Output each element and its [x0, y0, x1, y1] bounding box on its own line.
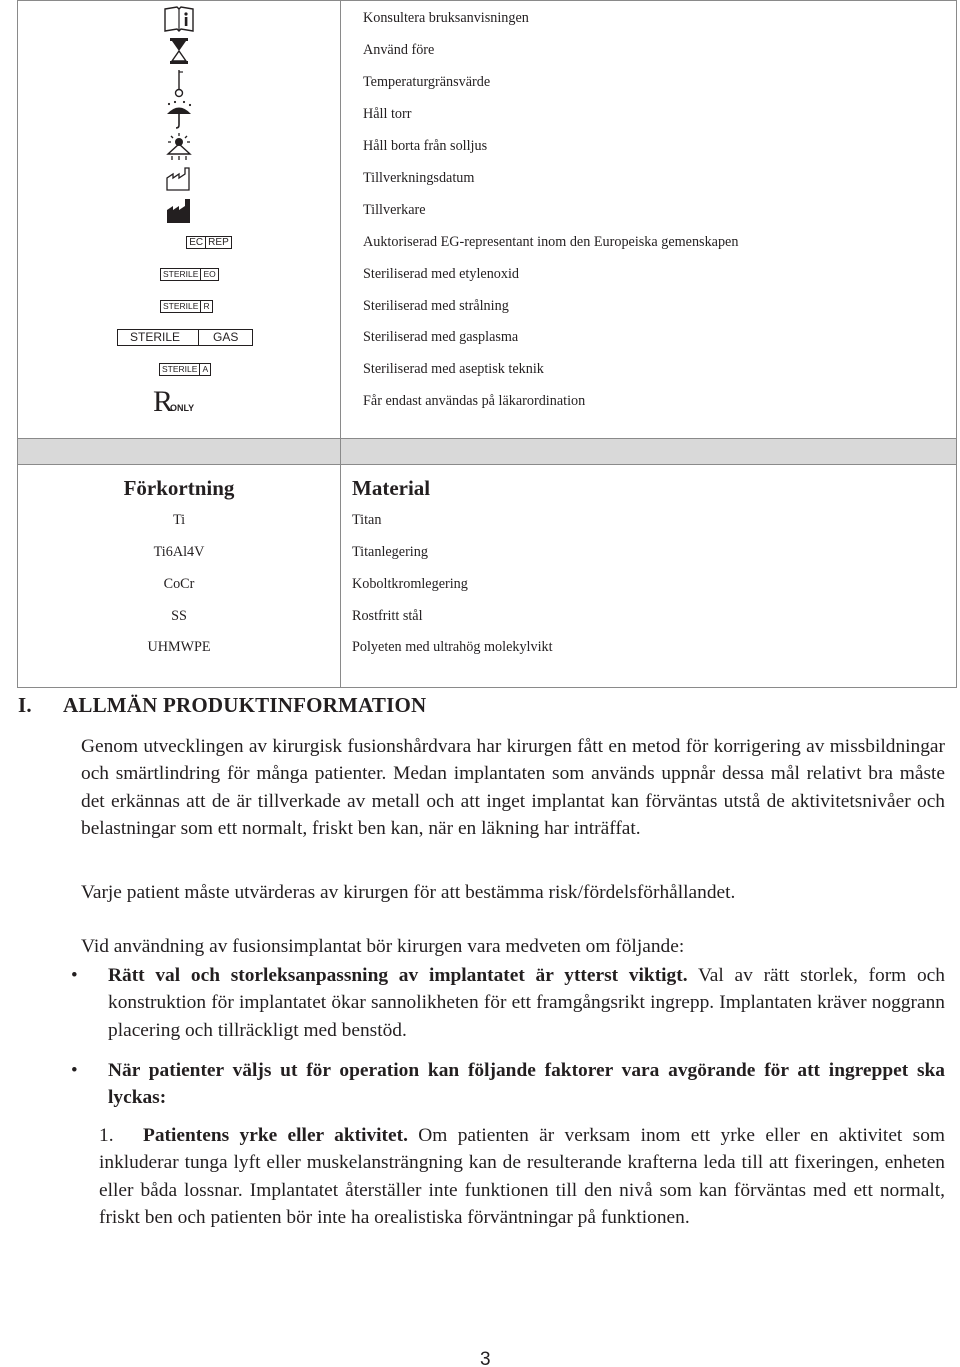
symbol-text: Steriliserad med etylenoxid	[363, 266, 520, 283]
bullet-item	[108, 1057, 945, 1112]
thermometer-icon	[18, 67, 340, 99]
bullet-item	[108, 962, 945, 1044]
umbrella-rain-icon	[18, 99, 340, 131]
abbreviation-cell: Ti	[172, 512, 186, 529]
factory-outline-icon	[18, 163, 340, 195]
abbreviation-cell: CoCr	[163, 576, 195, 593]
symbol-text: Tillverkare	[363, 202, 426, 219]
sterile-eo-icon: STERILE EO	[18, 259, 340, 291]
page-number: 3	[480, 1349, 491, 1367]
sun-shade-icon	[18, 131, 340, 163]
symbol-description-column	[341, 1, 957, 439]
material-cell: Polyeten med ultrahög molekylvikt	[352, 639, 553, 656]
abbreviation-header: Förkortning	[123, 476, 235, 501]
rx-only-icon: R ONLY	[153, 384, 195, 418]
symbol-text: Får endast användas på läkarordination	[363, 393, 586, 410]
symbol-text: Temperaturgränsvärde	[363, 74, 491, 91]
bullet-marker: •	[71, 1060, 78, 1081]
symbol-text: Håll torr	[363, 106, 412, 123]
section-number: I.	[18, 693, 32, 717]
symbol-text: Tillverkningsdatum	[363, 170, 475, 187]
bullet-marker: •	[71, 965, 78, 986]
material-cell: Koboltkromlegering	[352, 576, 468, 593]
section-heading	[18, 692, 426, 719]
sterile-r-icon: STERILE R	[18, 291, 340, 323]
risk-paragraph: Varje patient måste utvärderas av kirurgen för att bestämma risk/fördelsförhållandet.	[81, 882, 736, 903]
awareness-paragraph: Vid användning av fusionsimplantat bör kirurgen vara medveten om följande:	[81, 936, 685, 957]
symbol-text: Steriliserad med strålning	[363, 298, 509, 315]
material-cell: Titanlegering	[352, 544, 428, 561]
abbreviation-cell: Ti6Al4V	[153, 544, 205, 561]
material-cell: Titan	[352, 512, 382, 529]
factory-filled-icon	[18, 195, 340, 227]
book-info-icon	[18, 3, 340, 35]
bullet-text: Val av rätt storlek, form och konstruktion för implantatet ökar sannolikheten för ett framgångsrikt ingrepp. Implantaten kräver noggrann placering och tillräckligt med benstöd.	[108, 965, 945, 1041]
intro-paragraph: Genom utvecklingen av kirurgisk fusionshårdvara har kirurgen fått en metod för korrigering av missbildningar och smärtlindring för många patienter. Medan implantaten som används uppnår dessa mål relativt bra måste det erkännas att de är tillverkade av metall och att inget implantat kan förväntas utstå de aktivitetsnivåer och belastningar som ett normalt, friskt ben kan, när en läkning har inträffat.	[81, 736, 945, 839]
table-separator-row	[18, 439, 957, 465]
symbols-table	[17, 0, 957, 688]
material-header: Material	[352, 476, 431, 501]
symbol-text: Steriliserad med aseptisk teknik	[363, 361, 544, 378]
sterile-gas-icon: STERILE GAS	[18, 322, 340, 354]
hourglass-icon	[18, 35, 340, 67]
sterile-a-icon: STERILE A	[18, 354, 340, 386]
item-text: Om patienten är verksam inom ett yrke eller en aktivitet som inkluderar tunga lyft eller muskelansträngning kan de resulterande krafterna leda till att fixeringen, enheten eller båda lossnar. Implantatet återställer inte funktionen till den nivå som kan förväntas med ett normalt, friskt ben och patienten bör inte ha orealistiska förväntningar på funktionen.	[99, 1125, 945, 1228]
ec-rep-icon: EC REP	[18, 227, 340, 259]
material-cell: Rostfritt stål	[352, 608, 423, 625]
abbreviation-column	[18, 465, 341, 688]
symbol-column	[18, 1, 341, 439]
abbreviation-cell: UHMWPE	[147, 639, 211, 656]
symbol-text: Använd före	[363, 42, 435, 59]
item-bold-text: Patientens yrke eller aktivitet.	[143, 1125, 408, 1146]
symbol-text: Håll borta från solljus	[363, 138, 488, 155]
bullet-bold-text: När patienter väljs ut för operation kan följande faktorer vara avgörande för att ingreppet ska lyckas:	[108, 1060, 945, 1109]
symbol-text: Auktoriserad EG-representant inom den Europeiska gemenskapen	[363, 234, 739, 251]
item-number: 1.	[99, 1125, 114, 1146]
symbol-text: Steriliserad med gasplasma	[363, 329, 519, 346]
abbreviation-cell: SS	[171, 608, 187, 625]
numbered-item	[99, 1122, 945, 1231]
material-column	[341, 465, 957, 688]
bullet-bold-text: Rätt val och storleksanpassning av implantatet är ytterst viktigt.	[108, 965, 688, 986]
section-title: ALLMÄN PRODUKTINFORMATION	[63, 693, 427, 717]
symbol-text: Konsultera bruksanvisningen	[363, 10, 529, 27]
